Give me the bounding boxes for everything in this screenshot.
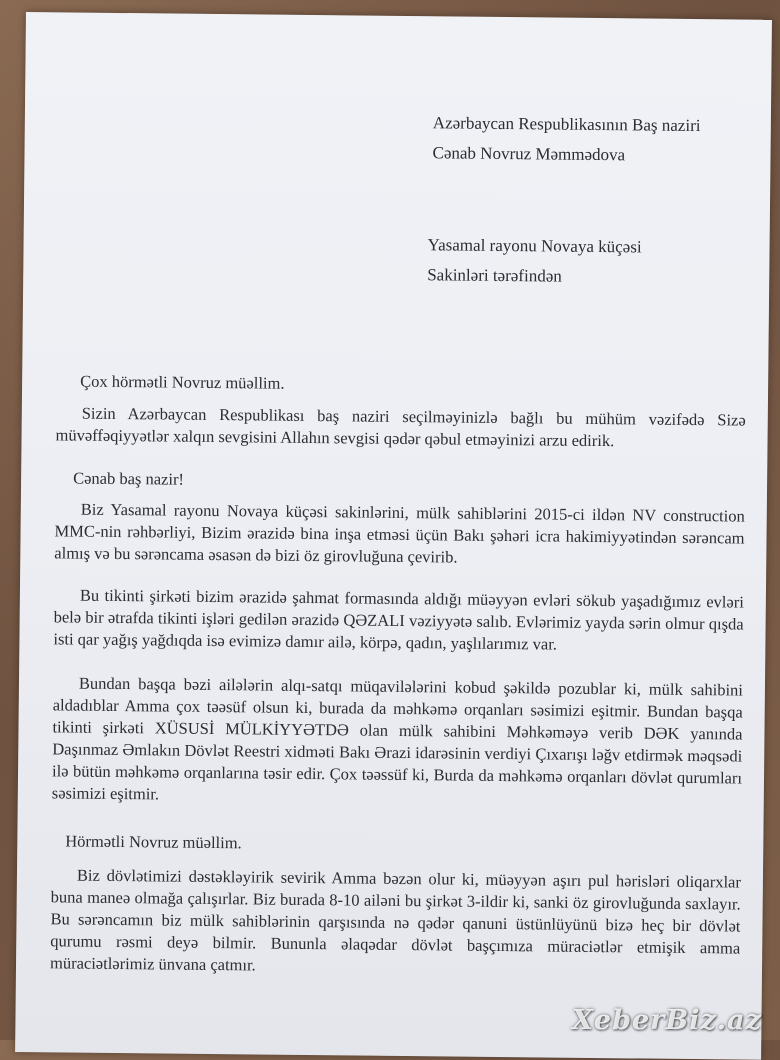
paragraph-3: Bu tikinti şirkəti bizim ərazidə şahmat formasında aldığı müəyyən evləri sökub yaşadığımız evləri belə bir ətrafda tikinti işləri gedilən ərazidə QƏZALI vəziyyətə salıb. Evlərimiz yayda sərin olmur qışda isti qar yağış yağdıqda isə evimizə damır ailə, körpə, qadın, yaşlılarımız var.: [53, 585, 744, 654]
letter-page: [15, 12, 772, 1060]
paragraph-2: Biz Yasamal rayonu Novaya küçəsi sakinlərini, mülk sahiblərini 2015-ci ildən NV construction MMC-nin rəhbərliyi, Bizim ərazidə bina inşa etməsi üçün Bakı şəhəri icra hakimiyyətindən sərəncam almış və bu sərəncama əsasən də bizi öz girovluğuna çevirib.: [54, 499, 745, 567]
recipient-block: [432, 108, 763, 171]
sender-line-2: Sakinləri tərəfindən: [427, 265, 562, 286]
recipient-line-2: Cənab Novruz Məmmədova: [432, 143, 626, 165]
address-line-2: Cənab baş nazir!: [73, 468, 185, 489]
sender-block: [427, 230, 758, 293]
salutation: Çox hörmətli Novruz müəllim.: [80, 371, 285, 393]
paragraph-1: Sizin Azərbaycan Respublikası baş naziri seçilməyinizlə bağlı bu mühüm vəzifədə Sizə müvəffəqiyyətlər xalqın sevgisini Allahın sevgisi qədər qəbul etməyinizi arzu edirik.: [55, 403, 746, 451]
paragraph-5: Biz dövlətimizi dəstəkləyirik sevirik Amma bəzən olur ki, müəyyən aşırı pul hərisləri oliqarxlar buna maneə olmağa çalışırlar. Biz burada 8-10 ailəni bu şirkət 3-ildir ki, sanki öz girovluğunda saxlayır. Bu sərəncamın biz mülk sahiblərinin qarşısında nə qədər qanuni üstünlüyünü bizə heç bir dövlət qurumu rəsmi deyə bilmir. Bununla əlaqədar dövlət başçımıza müraciətlər etmişik amma müraciətlərimiz ünvana çatmır.: [49, 865, 742, 975]
site-watermark: XeberBiz.az: [571, 1005, 762, 1036]
paragraph-4: Bundan başqa bəzi ailələrin alqı-satqı müqavilələrini kobud şəkildə pozublar ki, mülk sahibini aldadıblar Amma çox təəsüf olsun ki, burada da məhkəmə orqanları səsimizi eşitmir. Bundan başqa tikinti şirkəti XÜSUSİ MÜLKİYYƏTDƏ olan mülk sahibini Məhkəməyə verib DƏK yanında Daşınmaz Əmlakın Dövlət Reestri xidməti Bakı Ərazi idarəsinin verdiyi Çıxarışı ləğv etdirmək məqsədi ilə bütün məhkəmə orqanlarına təsir edir. Çox təəssüf ki, Burda da məhkəmə orqanları dövlət qurumları səsimizi eşitmir.: [51, 673, 744, 804]
recipient-line-1: Azərbaycan Respublikasının Baş naziri: [432, 113, 701, 136]
address-line-3: Hörmətli Novruz müəllim.: [65, 831, 242, 853]
sender-line-1: Yasamal rayonu Novaya küçəsi: [427, 235, 642, 257]
